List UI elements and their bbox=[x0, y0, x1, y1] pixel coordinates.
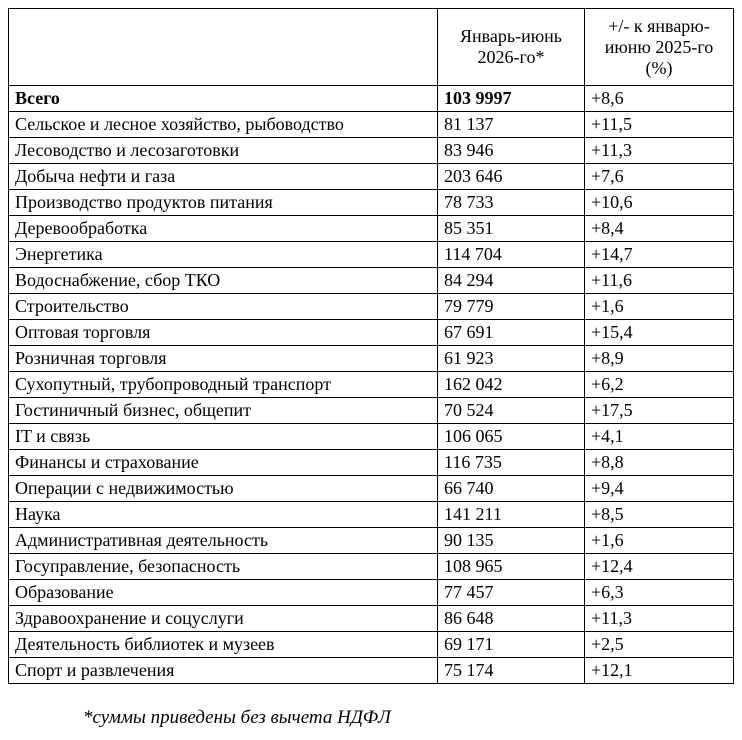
header-sector bbox=[9, 9, 438, 86]
sector-cell: Энергетика bbox=[9, 242, 438, 268]
table-row bbox=[9, 372, 734, 398]
salary-table bbox=[8, 8, 734, 684]
table-row bbox=[9, 580, 734, 606]
change-cell: +17,5 bbox=[585, 398, 734, 424]
table-row bbox=[9, 164, 734, 190]
change-cell: +12,4 bbox=[585, 554, 734, 580]
change-cell: +11,3 bbox=[585, 606, 734, 632]
table-row bbox=[9, 554, 734, 580]
value-cell: 69 171 bbox=[438, 632, 585, 658]
sector-cell: Сухопутный, трубопроводный транспорт bbox=[9, 372, 438, 398]
table-row bbox=[9, 424, 734, 450]
table-row bbox=[9, 294, 734, 320]
table-row bbox=[9, 632, 734, 658]
value-cell: 203 646 bbox=[438, 164, 585, 190]
sector-cell: Деятельность библиотек и музеев bbox=[9, 632, 438, 658]
sector-cell: Производство продуктов питания bbox=[9, 190, 438, 216]
value-cell: 70 524 bbox=[438, 398, 585, 424]
sector-cell: Строительство bbox=[9, 294, 438, 320]
change-cell: +9,4 bbox=[585, 476, 734, 502]
sector-cell: Финансы и страхование bbox=[9, 450, 438, 476]
change-cell: +6,2 bbox=[585, 372, 734, 398]
change-cell: +11,6 bbox=[585, 268, 734, 294]
table-row bbox=[9, 320, 734, 346]
sector-cell: Операции с недвижимостью bbox=[9, 476, 438, 502]
change-cell: +15,4 bbox=[585, 320, 734, 346]
table-row bbox=[9, 346, 734, 372]
header-change: +/- к январю-июню 2025-го (%) bbox=[585, 9, 734, 86]
change-cell: +12,1 bbox=[585, 658, 734, 684]
value-cell: 77 457 bbox=[438, 580, 585, 606]
value-cell: 81 137 bbox=[438, 112, 585, 138]
change-cell: +10,6 bbox=[585, 190, 734, 216]
total-change: +8,6 bbox=[585, 86, 734, 112]
sector-cell: Добыча нефти и газа bbox=[9, 164, 438, 190]
sector-cell: Деревообработка bbox=[9, 216, 438, 242]
value-cell: 67 691 bbox=[438, 320, 585, 346]
sector-cell: Спорт и развлечения bbox=[9, 658, 438, 684]
value-cell: 108 965 bbox=[438, 554, 585, 580]
change-cell: +11,3 bbox=[585, 138, 734, 164]
value-cell: 66 740 bbox=[438, 476, 585, 502]
table-row bbox=[9, 268, 734, 294]
table-row bbox=[9, 528, 734, 554]
value-cell: 141 211 bbox=[438, 502, 585, 528]
sector-cell: Образование bbox=[9, 580, 438, 606]
footnote: *суммы приведены без вычета НДФЛ bbox=[83, 707, 391, 728]
value-cell: 85 351 bbox=[438, 216, 585, 242]
sector-cell: Административная деятельность bbox=[9, 528, 438, 554]
change-cell: +8,9 bbox=[585, 346, 734, 372]
table-row bbox=[9, 112, 734, 138]
value-cell: 61 923 bbox=[438, 346, 585, 372]
header-value: Январь-июнь 2026-го* bbox=[438, 9, 585, 86]
sector-cell: Розничная торговля bbox=[9, 346, 438, 372]
total-sector: Всего bbox=[9, 86, 438, 112]
table-row bbox=[9, 606, 734, 632]
table-row bbox=[9, 502, 734, 528]
change-cell: +7,6 bbox=[585, 164, 734, 190]
value-cell: 84 294 bbox=[438, 268, 585, 294]
sector-cell: Оптовая торговля bbox=[9, 320, 438, 346]
change-cell: +6,3 bbox=[585, 580, 734, 606]
header-row bbox=[9, 9, 734, 86]
table-row bbox=[9, 242, 734, 268]
table-row bbox=[9, 450, 734, 476]
table-row bbox=[9, 398, 734, 424]
value-cell: 79 779 bbox=[438, 294, 585, 320]
change-cell: +8,4 bbox=[585, 216, 734, 242]
sector-cell: Сельское и лесное хозяйство, рыбоводство bbox=[9, 112, 438, 138]
change-cell: +4,1 bbox=[585, 424, 734, 450]
change-cell: +8,5 bbox=[585, 502, 734, 528]
change-cell: +2,5 bbox=[585, 632, 734, 658]
sector-cell: Лесоводство и лесозаготовки bbox=[9, 138, 438, 164]
change-cell: +8,8 bbox=[585, 450, 734, 476]
value-cell: 90 135 bbox=[438, 528, 585, 554]
value-cell: 83 946 bbox=[438, 138, 585, 164]
table-row bbox=[9, 658, 734, 684]
sector-cell: Водоснабжение, сбор ТКО bbox=[9, 268, 438, 294]
change-cell: +11,5 bbox=[585, 112, 734, 138]
value-cell: 114 704 bbox=[438, 242, 585, 268]
change-cell: +14,7 bbox=[585, 242, 734, 268]
value-cell: 106 065 bbox=[438, 424, 585, 450]
table-row bbox=[9, 190, 734, 216]
total-value: 103 9997 bbox=[438, 86, 585, 112]
sector-cell: Здравоохранение и соцуслуги bbox=[9, 606, 438, 632]
table-row bbox=[9, 138, 734, 164]
sector-cell: IT и связь bbox=[9, 424, 438, 450]
sector-cell: Госуправление, безопасность bbox=[9, 554, 438, 580]
sector-cell: Гостиничный бизнес, общепит bbox=[9, 398, 438, 424]
value-cell: 86 648 bbox=[438, 606, 585, 632]
sector-cell: Наука bbox=[9, 502, 438, 528]
change-cell: +1,6 bbox=[585, 528, 734, 554]
change-cell: +1,6 bbox=[585, 294, 734, 320]
value-cell: 75 174 bbox=[438, 658, 585, 684]
total-row bbox=[9, 86, 734, 112]
table-row bbox=[9, 476, 734, 502]
value-cell: 78 733 bbox=[438, 190, 585, 216]
table-row bbox=[9, 216, 734, 242]
value-cell: 162 042 bbox=[438, 372, 585, 398]
value-cell: 116 735 bbox=[438, 450, 585, 476]
